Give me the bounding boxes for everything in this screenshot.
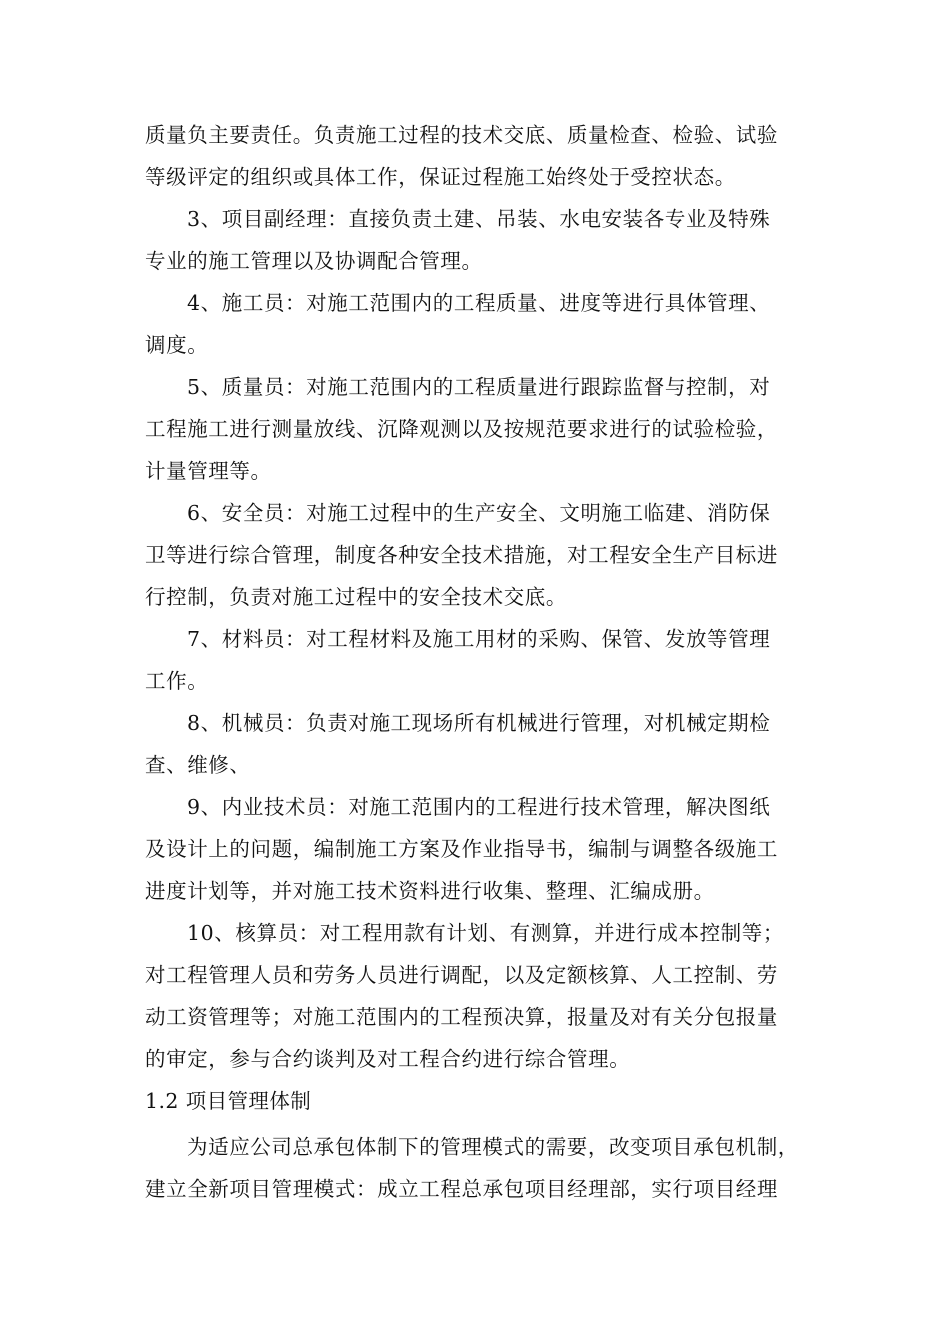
paragraph-line: 质量负主要责任。负责施工过程的技术交底、质量检查、检验、试验 — [145, 123, 778, 147]
list-item-machinery-officer: 8、机械员：负责对施工现场所有机械进行管理，对机械定期检 — [187, 711, 771, 735]
paragraph-line: 进度计划等，并对施工技术资料进行收集、整理、汇编成册。 — [145, 879, 715, 903]
list-item-deputy-manager: 3、项目副经理：直接负责土建、吊装、水电安装各专业及特殊 — [187, 207, 771, 231]
paragraph-line: 为适应公司总承包体制下的管理模式的需要，改变项目承包机制， — [187, 1135, 799, 1159]
paragraph-line: 的审定，参与合约谈判及对工程合约进行综合管理。 — [145, 1047, 631, 1071]
paragraph-line: 对工程管理人员和劳务人员进行调配，以及定额核算、人工控制、劳 — [145, 963, 778, 987]
paragraph-line: 行控制，负责对施工过程中的安全技术交底。 — [145, 585, 567, 609]
paragraph-line: 查、维修、 — [145, 753, 251, 777]
list-item-safety-officer: 6、安全员：对施工过程中的生产安全、文明施工临建、消防保 — [187, 501, 771, 525]
paragraph-line: 及设计上的问题，编制施工方案及作业指导书，编制与调整各级施工 — [145, 837, 778, 861]
paragraph-line: 工程施工进行测量放线、沉降观测以及按规范要求进行的试验检验， — [145, 417, 778, 441]
paragraph-line: 卫等进行综合管理，制度各种安全技术措施，对工程安全生产目标进 — [145, 543, 778, 567]
paragraph-line: 调度。 — [145, 333, 209, 357]
list-item-quality-officer: 5、质量员：对施工范围内的工程质量进行跟踪监督与控制，对 — [187, 375, 771, 399]
list-item-cost-accountant: 10、核算员：对工程用款有计划、有测算，并进行成本控制等； — [187, 921, 784, 945]
list-item-materials-officer: 7、材料员：对工程材料及施工用材的采购、保管、发放等管理 — [187, 627, 771, 651]
paragraph-line: 工作。 — [145, 669, 209, 693]
list-item-construction-officer: 4、施工员：对施工范围内的工程质量、进度等进行具体管理、 — [187, 291, 771, 315]
paragraph-line: 等级评定的组织或具体工作，保证过程施工始终处于受控状态。 — [145, 165, 736, 189]
section-heading: 1.2 项目管理体制 — [145, 1089, 312, 1113]
paragraph-line: 专业的施工管理以及协调配合管理。 — [145, 249, 483, 273]
list-item-technical-officer: 9、内业技术员：对施工范围内的工程进行技术管理，解决图纸 — [187, 795, 771, 819]
paragraph-line: 建立全新项目管理模式：成立工程总承包项目经理部，实行项目经理 — [145, 1177, 778, 1201]
paragraph-line: 动工资管理等；对施工范围内的工程预决算，报量及对有关分包报量 — [145, 1005, 778, 1029]
paragraph-line: 计量管理等。 — [145, 459, 272, 483]
